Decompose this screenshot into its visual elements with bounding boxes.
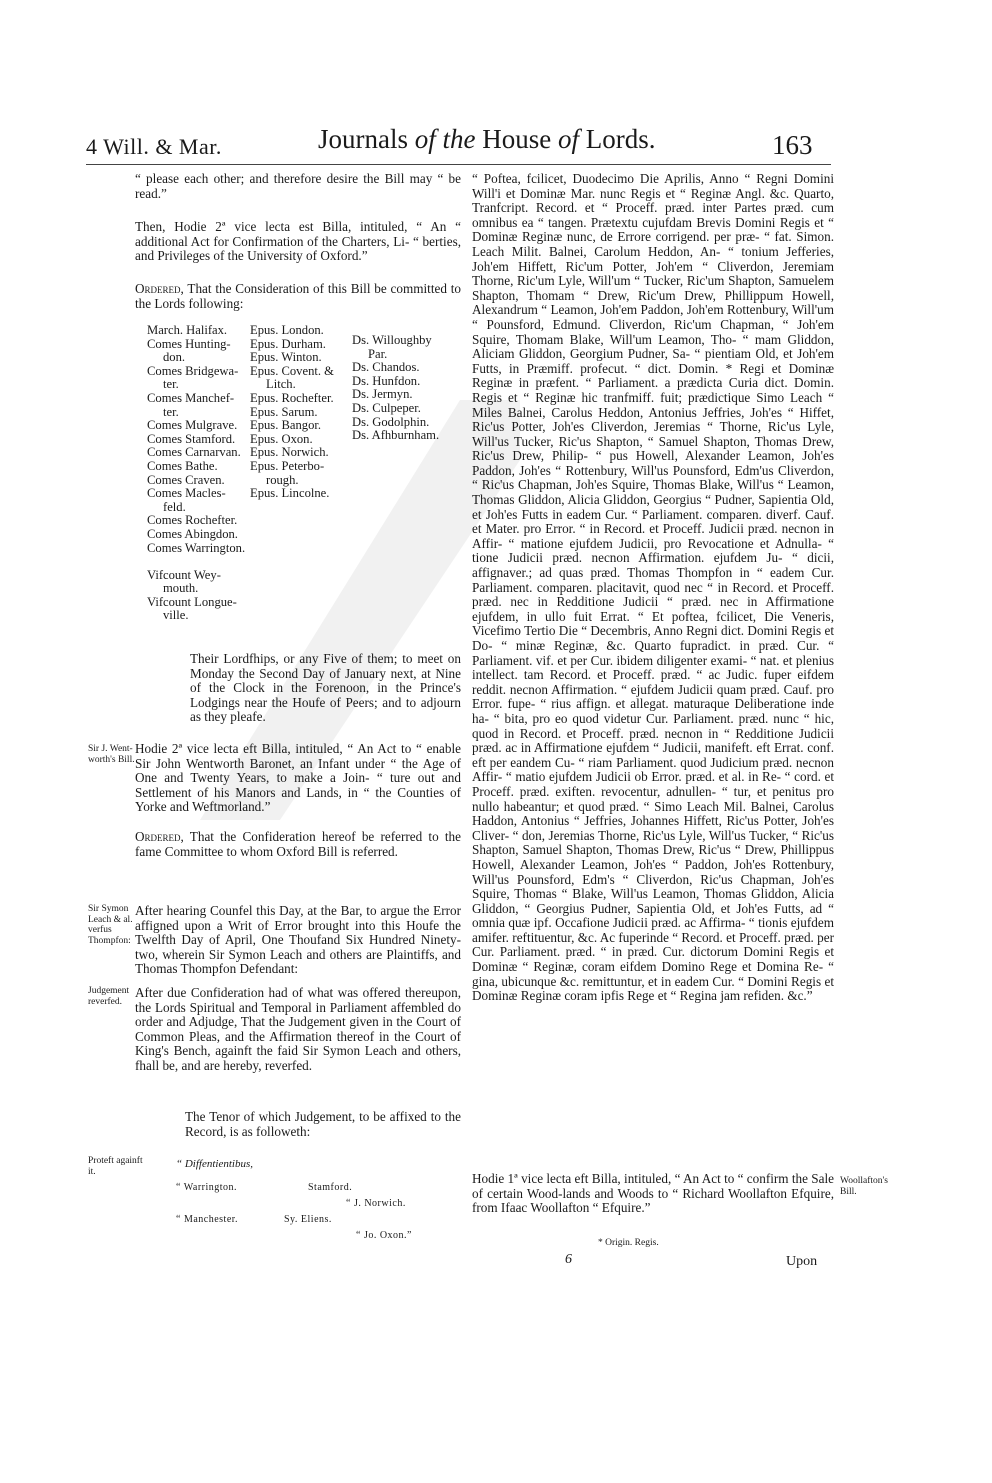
ordered-label: Ordered xyxy=(135,281,181,296)
running-head-reign: 4 Will. & Mar. xyxy=(86,134,222,159)
lords-list-barons xyxy=(352,334,439,443)
title-part-journals: Journals xyxy=(318,124,415,154)
signature-warrington: “ Warrington. xyxy=(176,1182,238,1193)
signature-manchester: “ Manchester. xyxy=(176,1214,239,1225)
title-part-of-the: of the xyxy=(414,124,476,154)
lord-spacer xyxy=(147,555,245,569)
catchword: Upon xyxy=(786,1254,818,1269)
paragraph-latin-record: “ Poftea, fcilicet, Duodecimo Die Aprilis, Anno “ Regni Domini Will'i et Dominæ Mar. nunc Regis et “ Reginæ Angl. &c. Quarto, Tranfcript. Record. et “ Proceff. præd. inter Partes præd. cum omnibus ea “ tangen. Prætextu cujufdam Brevis Domini Regis et “ Dominæ Reginæ nunc, de Errore corrigend. per præ- “ fat. Simon. Leach Milit. Balnei, Carolum Heddon, An- “ tonium Jefferies, Joh'em Hiffett, Ric'um Potter, Joh'em “ Cliverdon, Jeremiam Thorne, Ric'um Lyle, Will'um “ Tucker, Ric'um Shapton, Samuelem Shapton, Thomam “ Drew, Ric'um Drew, Phillippum Howell, Alexandrum “ Leamon, Joh'em Paddon, Joh'em Rottenbury, Will'um “ Pounsford, Edmund. Cliverdon, Ric'um Chapman, “ Joh'em Squire, Thomam Blake, Will'um Leamon, Tho- “ mam Gliddon, Aliciam Gliddon, Georgium Pudner, Sa- “ pientiam Old, et Joh'em Futts, in Præmiff. profecut. “ dict. Domin. * Regi et Dominæ Reginæ in præfent. “ Parliament. a prædicta Curia dict. Domin. Regis et “ Reginæ hic tranfmiff. fuit; prædictique Simo Leach “ Miles Balnei, Carolus Heddon, Antonius Jeffries, Joh'es “ Hiffet, Ric'us Potter, Joh'es Cliverdon, Jeremias “ Thorne, Ric'us Lyle, Will'us Tucker, Ric'us Shapton, “ Samuel Shapton, Thomas Drew, Ric'us Drew, Philip- “ pus Howell, Alexander Leamon, Joh'es Paddon, Joh'es “ Rottenbury, Will'us Pounsford, Edm'us Cliverdon, “ Ric'us Chapman, Joh'es Squire, Thomas Blake, Will'us “ Leamon, Thomas Gliddon, Alicia Gliddon, Georgius “ Pudner, Sapientia Old, et Joh'es Futts in eadem Cur. “ Parliament. comparen. diverf. Cauf. et Mater. pro Error. “ in Record. et Proceff. Judicii præd. necnon in Affir- “ matione ejufdem Judicii, pro Revocatione et Adnulla- “ tione Judicii præd. necnon Affirmation. ejufdem Ju- “ dicii, affignaver.; ad quas præd. Thomas Thompfon in “ eadem Cur. Parliament. comparen. placitavit, quod nec “ in Record. et Proceff. præd. nec in Redditione Judicii “ præd. nec in Affirmatione ejufdem, in ullo fuit Errat. “ Et poftea, fcilicet, Die Veneris, Vicefimo Tertio Die “ Decembris, Anno Regni dict. Domini Regis et Do- “ minæ Reginæ, &c. Quarto fupradict. in præd. Cur. “ Parliament. vif. et per Cur. ibidem diligenter exami- “ nat. et plenius intellect. tam Record. et Proceff. præd. “ ac Judic. fuper eifdem reddit. necnon Affirmation. “ ejufdem Judicii quam præd. Cauf. pro Error. fupe- “ rius affign. et allegat. maturaque Deliberatione inde ha- “ bita, pro eo quod videtur Cur. Parliament. præd. nunc “ hic, quod in Record. et Proceff. præd. necnon in “ Redditione Judicii præd. ac in Affirmatione ejufdem “ Judicii, manifeft. eft Errat. conf. eft per eandem Cu- “ riam Parliament. quod Judicium præd. necnon Affir- “ matio ejufdem Judicii ob Error. præd. et al. in Re- “ cord. et Proceff. præd. exiften. revocentur, adnullen- “ tur, et penitus pro nullo habeantur; et quod præd. “ Simo Leach Mil. Balnei, Carolus Haddon, Antonius “ Jeffries, Johannes Hiffett, Ric'us Potter, Joh'es Cliver- “ don, Jeremias Thorne, Ric'us Lyle, Will'us Tucker, “ Ric'us Shapton, Samuel Shapton, Thomas Drew, Ric'us “ Drew, Phillippus Howell, Alexander Leamon, Joh'es “ Paddon, Joh'es Rottenbury, Will'us Pounsford, Edm's “ Cliverdon, Ric'us Chapman, Joh'es Squire, Thomas “ Blake, Will'us Leamon, Thomas Gliddon, Alicia Gliddon, “ Georgius Pudner, Sapientia Old, et Joh'es Futts, ad “ omnia quæ ipf. Occafione Judicii præd. ac Affirma- “ tionis ejufdem amifer. reftituentur, &c. Ac fuperinde “ Record. et Proceff. præd. per Cur. Parliament. præd. “ in præd. Cur. dictorum Domini Regis et Dominæ “ Reginæ, coram eifdem Domino Rege et Domina Re- “ gina, ubicunque &c. remittuntur, et in eadem Cur. “ Domini Regis et Dominæ Reginæ coram ipfis Rege et “ Regina jam refiden. &c.” xyxy=(472,171,834,1004)
baron-item: Ds. Chandos. xyxy=(352,360,420,375)
paragraph-hearing-counsel: After hearing Counfel this Day, at the Bar, to argue the Error affigned upon a Writ of Error brought into this Houfe the Twelfth Day of April, One Thoufand Six Hundred Ninety-two, wherein Sir Symon Leach and others are Plaintiffs, and Thomas Thompfon Defendant: xyxy=(135,903,461,977)
bishop-item: Epus. Covent. & xyxy=(250,363,334,378)
ordered-committee xyxy=(135,282,461,311)
lord-item: ter. xyxy=(163,404,179,419)
lord-item: ter. xyxy=(163,377,179,392)
lord-item: Comes Macles- xyxy=(147,486,226,501)
lord-item: Comes Craven. xyxy=(147,472,225,487)
title-part-of: of xyxy=(558,124,580,154)
lord-item: Comes Manchef- xyxy=(147,390,235,405)
baron-item: Ds. Godolphin. xyxy=(352,414,430,429)
lord-item: Comes Stamford. xyxy=(147,431,236,446)
dissentientibus: “ Diffentientibus, xyxy=(176,1158,253,1170)
margin-note-wentworth: Sir J. Went- worth's Bill. xyxy=(88,744,135,765)
woollaston-bill xyxy=(472,1172,834,1216)
signature-norwich: “ J. Norwich. xyxy=(346,1198,406,1209)
page-number: 163 xyxy=(772,130,813,160)
lord-item: Comes Mulgrave. xyxy=(147,418,238,433)
bishop-item: Epus. London. xyxy=(250,323,324,337)
judgement-reversed xyxy=(135,986,461,1074)
bishop-item: Epus. Peterbo- xyxy=(250,458,325,473)
meeting-instructions xyxy=(190,652,461,725)
ordered-label: Ordered xyxy=(135,829,181,844)
signature-stamford: Stamford. xyxy=(308,1182,353,1193)
lord-item: Comes Bathe. xyxy=(147,458,218,473)
paragraph-ordered-committee xyxy=(135,282,461,311)
lord-item: Vifcount Longue- xyxy=(147,594,237,609)
oxford-bill-paragraph xyxy=(135,220,461,264)
lord-item: Comes Bridgewa- xyxy=(147,363,239,378)
bishop-item: Litch. xyxy=(266,377,296,392)
bishop-item: Epus. Lincolne. xyxy=(250,486,330,501)
ordered-text: , That the Consideration of this Bill be committed to the Lords following: xyxy=(135,281,461,311)
header-rule xyxy=(86,164,831,165)
paragraph-ordered-referred xyxy=(135,830,461,859)
left-column-intro xyxy=(135,172,461,201)
baron-item: Ds. Jermyn. xyxy=(352,387,413,402)
running-head-title xyxy=(318,124,656,155)
title-part-house: House xyxy=(475,124,558,154)
lord-item: Comes Warrington. xyxy=(147,540,246,555)
lord-item: Comes Rochefter. xyxy=(147,513,238,528)
bishop-item: Epus. Sarum. xyxy=(250,404,318,419)
lord-item: Comes Abingdon. xyxy=(147,526,238,541)
signature-ely: Sy. Eliens. xyxy=(284,1214,332,1225)
lord-item: don. xyxy=(163,350,186,365)
right-column-record xyxy=(472,172,834,1004)
baron-item: Par. xyxy=(368,346,388,361)
paragraph-oxford-bill: Then, Hodie 2ª vice lecta est Billa, intituled, “ An “ additional Act for Confirmation of the Charters, Li- “ berties, and Privileges of the University of Oxford.” xyxy=(135,219,461,264)
paragraph-desire-bill-read: “ please each other; and therefore desire the Bill may “ be read.” xyxy=(135,171,461,201)
bishop-item: rough. xyxy=(266,472,299,487)
paragraph-meeting: Their Lordfhips, or any Five of them; to meet on Monday the Second Day of January next, at Nine of the Clock in the Forenoon, in the Prince's Lodgings near the Houfe of Peers; and to adjourn as they pleafe. xyxy=(190,651,461,725)
margin-note-leach-v-thompson: Sir Symon Leach & al. verfus Thompfon: xyxy=(88,904,133,946)
lord-item: Vifcount Wey- xyxy=(147,567,221,582)
signature-oxon: “ Jo. Oxon.” xyxy=(356,1230,412,1241)
tenor-of-judgement xyxy=(185,1110,461,1139)
paragraph-judgement-reversed: After due Confideration had of what was offered thereupon, the Lords Spiritual and Temporal in Parliament affembled do order and Adjudge, That the Judgement given in the Court of Common Pleas, and the Affirmation thereof in the Court of King's Bench, againft the faid Sir Symon Leach and others, fhall be, and are hereby, reverfed. xyxy=(135,985,461,1073)
hearing-counsel xyxy=(135,904,461,977)
bishop-item: Epus. Bangor. xyxy=(250,418,322,433)
margin-note-woollaston: Woollafton's Bill. xyxy=(840,1176,888,1197)
bishop-item: Epus. Durham. xyxy=(250,336,326,351)
ordered-referred xyxy=(135,830,461,859)
paragraph-wentworth-bill: Hodie 2ª vice lecta eft Billa, intituled, “ An Act to “ enable Sir John Wentworth Baronet, an Infant under “ the Age of One and Twenty Years, to make a Join- “ ture out and Settlement of his Manors and Lands, in “ the Counties of Yorke and Weftmorland.” xyxy=(135,741,461,815)
lords-list-bishops xyxy=(250,324,334,501)
lord-item: Comes Hunting- xyxy=(147,336,231,351)
paragraph-woollaston-bill: Hodie 1ª vice lecta eft Billa, intituled, “ An Act to “ confirm the Sale of certain Wood-lands and Woods to “ Richard Woollafton Efquire, from Ifaac Woollafton “ Efquire.” xyxy=(472,1171,834,1216)
margin-note-judgement-reversed: Judgement reverfed. xyxy=(88,986,130,1007)
footnote: * Origin. Regis. xyxy=(598,1238,659,1248)
signature-mark: 6 xyxy=(565,1252,572,1267)
lord-item: mouth. xyxy=(163,581,199,596)
bishop-item: Epus. Winton. xyxy=(250,350,322,365)
paragraph-tenor: The Tenor of which Judgement, to be affixed to the Record, is as followeth: xyxy=(185,1109,461,1139)
bishop-item: Epus. Oxon. xyxy=(250,431,313,446)
lord-item: ville. xyxy=(163,608,189,623)
lords-list-temporal xyxy=(147,324,245,623)
lord-item: March. Halifax. xyxy=(147,323,228,337)
margin-note-protest: Proteft againft it. xyxy=(88,1156,143,1177)
wentworth-bill xyxy=(135,742,461,815)
title-part-lords: Lords. xyxy=(579,124,656,154)
baron-item: Ds. Afhburnham. xyxy=(352,428,440,443)
lord-item: Comes Carnarvan. xyxy=(147,445,241,460)
baron-item: Ds. Willoughby xyxy=(352,333,432,347)
lord-item: feld. xyxy=(163,499,186,514)
baron-item: Ds. Hunfdon. xyxy=(352,373,421,388)
bishop-item: Epus. Norwich. xyxy=(250,445,329,460)
ordered-text: , That the Confideration hereof be referred to the fame Committee to whom Oxford Bill is referred. xyxy=(135,829,461,859)
bishop-item: Epus. Rochefter. xyxy=(250,390,334,405)
baron-item: Ds. Culpeper. xyxy=(352,400,421,415)
